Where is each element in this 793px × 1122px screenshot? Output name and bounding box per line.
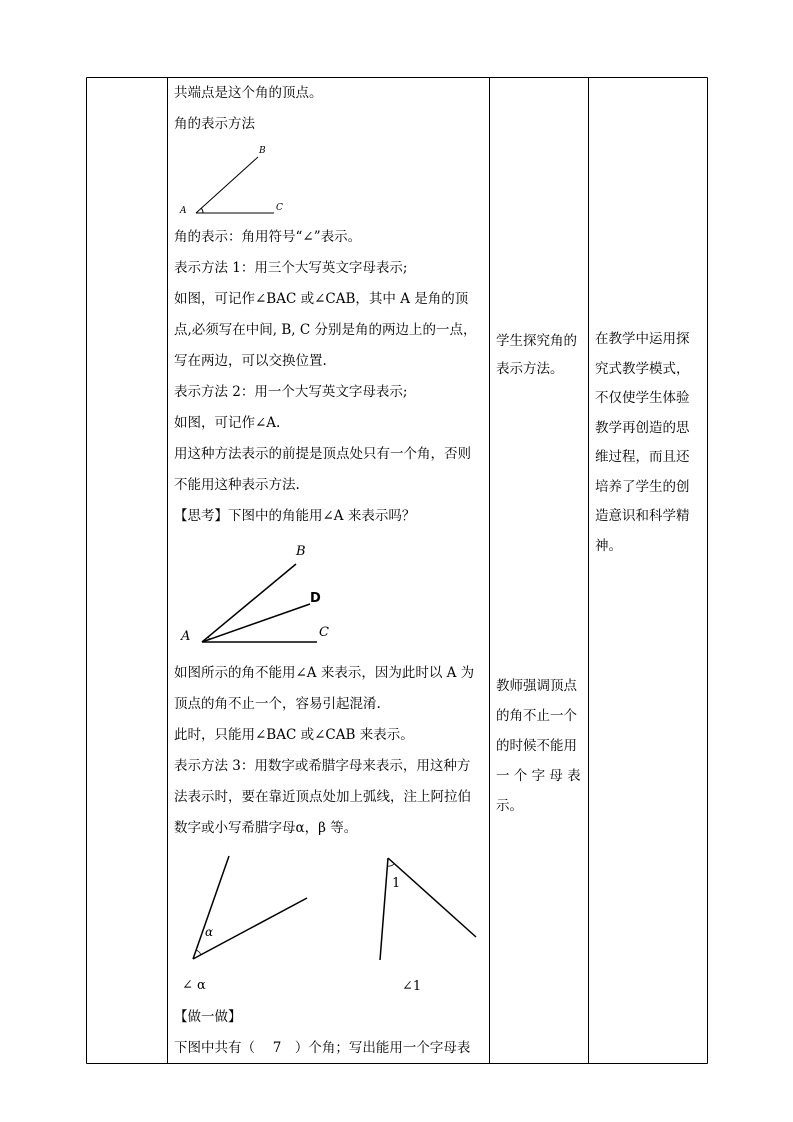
angle-figure-bac xyxy=(174,140,304,220)
angle-figure-alpha xyxy=(174,850,324,1000)
student-activity-block-1 xyxy=(496,327,586,383)
text-line: 角的表示方法 xyxy=(174,116,255,132)
text-line: 用这种方法表示的前提是顶点处只有一个角，否则 xyxy=(174,446,471,462)
text-line: 此时，只能用∠BAC 或∠CAB 来表示。 xyxy=(174,727,414,743)
activity-line: 学生探究角的 xyxy=(496,333,577,349)
text-line: 共端点是这个角的顶点。 xyxy=(174,85,323,101)
text-line: 表示方法 2：用一个大写英文字母表示; xyxy=(174,384,408,400)
figure-caption: ∠ α xyxy=(182,978,206,993)
design-intent-block xyxy=(595,325,705,561)
figure-caption: ∠1 xyxy=(402,979,422,994)
text-line: 顶点的角不止一个，容易引起混淆. xyxy=(174,696,381,712)
text-line: 不能用这种表示方法. xyxy=(174,477,300,493)
greek-alpha-label: α xyxy=(205,925,214,939)
text-line: 表示方法 1：用三个大写英文字母表示; xyxy=(174,260,408,276)
angle-figure-one xyxy=(370,850,490,1000)
activity-line: 一 个 字 母 表 xyxy=(496,768,581,784)
text-line: 表示方法 3：用数字或希腊字母来表示，用这种方 xyxy=(174,758,471,774)
text-line: 如图所示的角不能用∠A 来表示，因为此时以 A 为 xyxy=(174,665,475,681)
text-line: 【做一做】 xyxy=(174,1009,242,1025)
point-label-c: C xyxy=(319,625,329,640)
text-line: 法表示时，要在靠近顶点处加上弧线，注上阿拉伯 xyxy=(174,789,471,805)
student-activity-block-2 xyxy=(496,671,586,821)
text-line: 点,必须写在中间, B, C 分别是角的两边上的一点， xyxy=(174,322,477,338)
angle-figure-bdc xyxy=(174,538,344,650)
point-label-c: C xyxy=(276,203,283,213)
point-label-d: D xyxy=(310,591,321,606)
intent-line: 培养了学生的创 xyxy=(595,478,690,495)
text-line: 如图，可记作∠A. xyxy=(174,415,281,431)
text-line: 数字或小写希腊字母α，β 等。 xyxy=(174,820,358,836)
text-line: 下图中共有（ 7 ）个角；写出能用一个字母表 xyxy=(174,1040,471,1056)
vertex-label-a: A xyxy=(180,206,187,216)
intent-line: 究式教学模式， xyxy=(595,360,690,377)
text-line: 写在两边，可以交换位置. xyxy=(174,353,327,369)
activity-line: 的时候不能用 xyxy=(496,738,577,754)
intent-line: 神。 xyxy=(595,537,622,554)
activity-line: 表示方法。 xyxy=(496,361,564,377)
text-line: 【思考】下图中的角能用∠A 来表示吗？ xyxy=(174,508,416,524)
activity-line: 教师强调顶点 xyxy=(496,678,577,694)
intent-line: 造意识和科学精 xyxy=(595,508,690,524)
activity-line: 示。 xyxy=(496,798,523,814)
text-line: 角的表示：角用符号“∠”表示。 xyxy=(174,229,362,245)
point-label-b: B xyxy=(259,146,266,156)
intent-line: 不仅使学生体验 xyxy=(595,390,690,406)
point-label-b: B xyxy=(296,544,306,559)
intent-line: 教学再创造的思 xyxy=(595,419,690,436)
intent-line: 维过程，而且还 xyxy=(595,449,690,465)
vertex-label-a: A xyxy=(181,629,191,644)
intent-line: 在教学中运用探 xyxy=(595,331,690,347)
angle-number-label: 1 xyxy=(392,876,401,891)
activity-line: 的角不止一个 xyxy=(496,708,577,724)
text-line: 如图，可记作∠BAC 或∠CAB，其中 A 是角的顶 xyxy=(174,291,469,307)
